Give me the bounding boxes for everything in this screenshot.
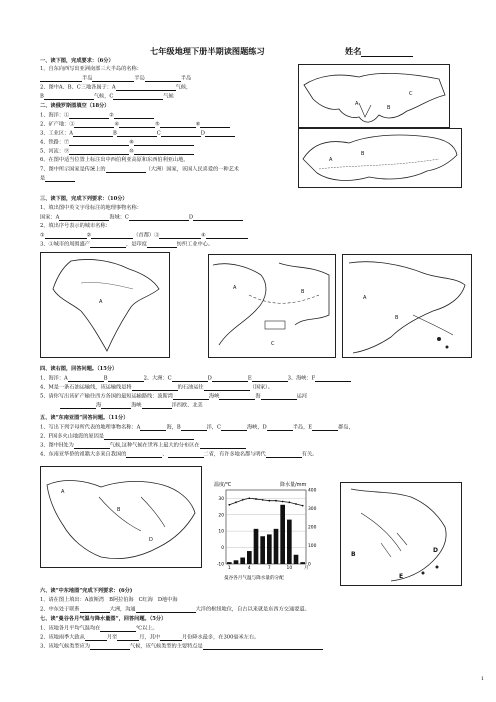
s3-q1b: 国家：A 海域：C D	[40, 214, 243, 221]
section-5-heading: 五、读“东南亚图”回答问题。（11分）	[40, 415, 129, 421]
se-asia-label-b: B	[395, 315, 399, 321]
y1-tick-label: 20	[218, 513, 224, 519]
y1-tick-label: -10	[216, 562, 224, 568]
temperature-point	[228, 504, 230, 506]
s5-q2: 2、F国多火山地震的原因是	[40, 433, 194, 440]
temperature-line	[229, 498, 302, 505]
india-map-label-a: A	[99, 299, 103, 305]
temperature-point	[282, 501, 284, 503]
se-asia-2-label-d: D	[433, 547, 438, 554]
precip-bar	[260, 536, 265, 564]
s4-q3: 5、请你写出该矿产输往西方各国的最短运输路线：波斯湾 海峡 海 运河	[40, 393, 307, 400]
y2-tick-label: 0	[308, 562, 311, 568]
india-map	[40, 252, 170, 358]
s2-q7c: 是	[40, 175, 75, 182]
middle-east-label-b: B	[117, 507, 121, 513]
middle-east-map	[40, 466, 202, 568]
s6-q1: 1、请在图上填出：A波斯湾 B阿拉伯海 C红海 D地中海	[40, 597, 178, 603]
asia-map-label-b: B	[387, 105, 391, 111]
middle-east-map-outline	[41, 467, 201, 567]
s3-q2b: ① ② （首都）③ ④	[40, 232, 248, 239]
y2-tick-label: 400	[308, 488, 317, 494]
x-tick-label: 1	[227, 566, 231, 571]
oil-route-map	[208, 254, 336, 358]
s3-q2: 2、填出序号表示的城市名称：	[40, 223, 111, 229]
asia-map-outline	[299, 65, 449, 127]
x-unit-label: 月	[304, 566, 309, 571]
s5-q3: 3、图中H处为 气候,这种气候在世界上最大的分布区在	[40, 442, 246, 449]
precip-bar	[240, 558, 245, 564]
temperature-point	[242, 499, 244, 501]
asia-map-label-c: C	[409, 91, 413, 97]
southeast-asia-map-outline	[343, 255, 471, 357]
name-field[interactable]: 姓名	[345, 46, 413, 57]
temperature-point	[302, 505, 304, 507]
page-number: 1	[480, 676, 484, 682]
x-tick-label: 7	[267, 566, 271, 571]
section-7-heading: 七、读“曼谷各月气温与降水量图”，回答问题。（5分）	[40, 616, 167, 622]
y2-tick-label: 300	[308, 507, 317, 513]
southeast-asia-map-2	[340, 482, 462, 586]
india-map-outline	[41, 253, 169, 357]
x-tick-label: 10	[286, 566, 293, 571]
s4-q4: 海 海峡 洋西欧、北美	[60, 402, 203, 409]
bangkok-climate-chart	[210, 478, 326, 582]
s2-q3: 3、工业区：A B C D	[40, 130, 235, 137]
russia-map-label-a: A	[329, 157, 333, 163]
southeast-asia-map	[342, 254, 472, 358]
precip-bar	[247, 551, 252, 564]
s3-q1: 1、填出图中英文字母标注的地理事物名称：	[40, 205, 142, 211]
temperature-point	[275, 500, 277, 502]
s7-q2: 2、该地雨季大致从 月至 月，其中 月份降水最多，在300毫米左右。	[40, 634, 260, 641]
temperature-point	[235, 501, 237, 503]
section-4-heading: 四、读右图，回答问题。（15分）	[40, 366, 118, 372]
russia-map	[298, 128, 462, 188]
section-3-heading: 三、读下图，完成下列要求：（10分）	[40, 196, 128, 202]
s2-q6: 6、在图中适当位置上标注出中西伯利亚高原和东西伯利亚山地。	[40, 157, 189, 163]
precip-bar	[274, 529, 279, 564]
middle-east-label-d: D	[149, 537, 153, 543]
se-asia-2-label-b: B	[351, 551, 356, 558]
y1-axis-label: 温度/℃	[214, 482, 232, 488]
temperature-point	[255, 498, 257, 500]
s3-q3: 3、③城市的周围盛产 ，是印度 纺织工业中心。	[40, 241, 214, 248]
plot-frame	[226, 490, 306, 564]
temperature-point	[295, 503, 297, 505]
oil-route-map-label-c: C	[271, 341, 275, 347]
oil-route-map-label-a: A	[233, 285, 237, 291]
se-asia-2-label-e: E	[399, 573, 404, 580]
precip-bar	[287, 520, 292, 564]
s1-q1-blanks: 半岛 半岛 半岛	[40, 75, 191, 82]
y2-tick-label: 200	[308, 525, 317, 531]
s2-q4: 4、铁路：⑦ ⑧	[40, 139, 194, 146]
y1-tick-label: 0	[221, 546, 224, 552]
se-asia-label-a: A	[363, 295, 367, 301]
s2-q7: 7、图中所示国家是传统上的 （大洲）国家，该国人民喜爱的一种艺术	[40, 166, 239, 173]
asia-map-label-a: A	[355, 101, 359, 107]
s4-q2: 4、M是一条石油运输线，该运输线是将 的石油运往 （国家）。	[40, 384, 273, 391]
temperature-point	[262, 499, 264, 501]
oil-route-map-label-b: B	[301, 289, 305, 295]
precip-bar	[267, 534, 272, 564]
chart-line	[228, 497, 303, 506]
s1-q2a: 2、图中A、B、C三地各属于：A 气候，	[40, 84, 192, 91]
precip-bar	[300, 562, 305, 564]
s7-q3: 3、该地气候类型应为 气候，该气候类型的主要特点是	[40, 643, 323, 650]
y2-axis-label: 降水量/mm	[280, 482, 307, 488]
russia-map-outline	[299, 129, 461, 187]
russia-map-label-b: B	[361, 151, 365, 157]
section-2-heading: 二、读俄罗斯图填空（18分）	[40, 103, 110, 109]
x-tick-label: 4	[247, 566, 251, 571]
y1-tick-label: 30	[218, 496, 224, 502]
s2-q1: 1、海洋：① ②	[40, 112, 154, 119]
precip-bar	[280, 505, 285, 564]
chart-bars	[227, 505, 305, 564]
precip-bar	[294, 555, 299, 564]
y1-tick-label: 10	[218, 529, 224, 535]
asia-map	[298, 64, 450, 128]
precip-bar	[234, 560, 239, 564]
temperature-point	[248, 497, 250, 499]
s1-q2b: B 气候，C 气候	[40, 93, 174, 100]
s5-q1: 1、写出下列字母所代表的地理事物名称：A 海，B 洋，C 海峡，D 半岛，E 群岛，	[40, 424, 354, 431]
climate-chart-svg	[210, 478, 326, 582]
southeast-asia-map-2-outline	[341, 483, 461, 585]
s6-q2: 2、中东处于联系 大洲，沟通 大洋的枢纽地位，自古以来就是东西方交通要道。	[40, 606, 310, 613]
section-6-heading: 六、读“中东地图”完成下列要求：(6分)	[40, 588, 133, 594]
middle-east-label-a: A	[61, 489, 65, 495]
s2-q2: 2、矿产地：③ ④ ⑤ ⑥	[40, 121, 230, 128]
section-1-heading: 一、读下图，完成要求：（6分）	[40, 58, 114, 64]
s2-q5: 5、河流：⑨ ⑩	[40, 148, 194, 155]
temperature-point	[268, 500, 270, 502]
y2-tick-label: 100	[308, 544, 317, 550]
page-title: 七年级地理下册半期读图题练习	[150, 46, 265, 56]
temperature-point	[288, 501, 290, 503]
s4-q1: 1、海洋：A B 2、大洲：C D E 3、海峡：F	[40, 375, 351, 382]
chart-caption: 曼谷各月气温与降水量的分配	[224, 576, 284, 581]
precip-bar	[227, 562, 232, 564]
s5-q4: 4、东南亚华侨的祖籍大多来自我国的 、 二省，有许多地名都与明代 有关。	[40, 451, 318, 458]
precip-bar	[254, 529, 259, 564]
s1-q1: 1、自东向西写出亚洲南部三大半岛的名称：	[40, 66, 142, 72]
s7-q1: 1、该地各月平均气温均在 ℃以上。	[40, 625, 158, 632]
